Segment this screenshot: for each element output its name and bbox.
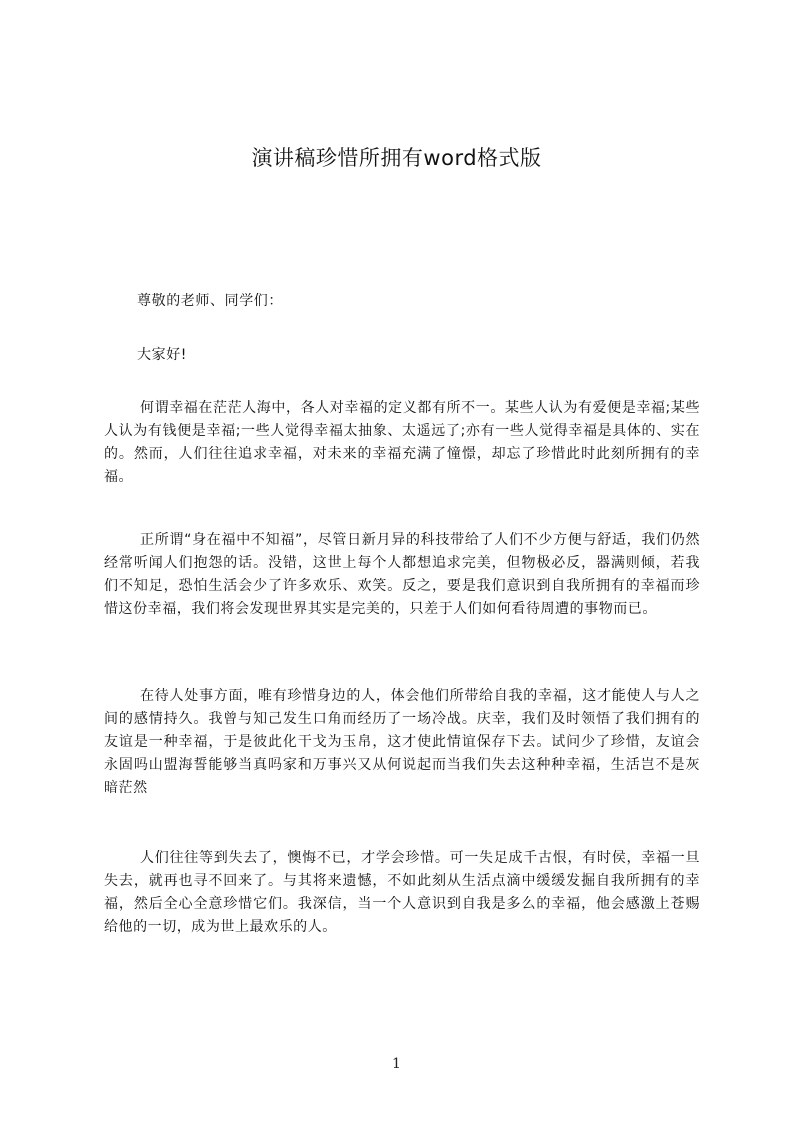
document-title: 演讲稿珍惜所拥有word格式版	[251, 146, 542, 170]
salutation: 尊敬的老师、同学们：	[137, 293, 283, 309]
greeting: 大家好!	[137, 347, 188, 363]
paragraph-3: 在待人处事方面，唯有珍惜身边的人，体会他们所带给自我的幸福，这才能使人与人之间的感情持久。我曾与知己发生口角而经历了一场冷战。庆幸，我们及时领悟了我们拥有的友谊是一种幸福，于是彼此化干戈为玉帛，这才使此情谊保存下去。试问少了珍惜，友谊会永固吗山盟海誓能够当真吗家和万事兴又从何说起而当我们失去这种种幸福，生活岂不是灰暗茫然	[104, 688, 700, 796]
paragraph-4: 人们往往等到失去了，懊悔不已，才学会珍惜。可一失足成千古恨，有时侯，幸福一旦失去，就再也寻不回来了。与其将来遗憾，不如此刻从生活点滴中缓缓发掘自我所拥有的幸福，然后全心全意珍惜它们。我深信，当一个人意识到自我是多么的幸福，他会感激上苍赐给他的一切，成为世上最欢乐的人。	[104, 850, 700, 935]
paragraph-1: 何谓幸福在茫茫人海中，各人对幸福的定义都有所不一。某些人认为有爱便是幸福;某些人认为有钱便是幸福;一些人觉得幸福太抽象、太遥远了;亦有一些人觉得幸福是具体的、实在的。然而，人们往往追求幸福，对未来的幸福充满了憧憬，却忘了珍惜此时此刻所拥有的幸福。	[104, 400, 700, 485]
page-number: 1	[392, 1056, 401, 1072]
paragraph-2: 正所谓“身在福中不知福”，尽管日新月异的科技带给了人们不少方便与舒适，我们仍然经常听闻人们抱怨的话。没错，这世上每个人都想追求完美，但物极必反，器满则倾，若我们不知足，恐怕生活会少了许多欢乐、欢笑。反之，要是我们意识到自我所拥有的幸福而珍惜这份幸福，我们将会发现世界其实是完美的，只差于人们如何看待周遭的事物而已。	[104, 532, 700, 617]
